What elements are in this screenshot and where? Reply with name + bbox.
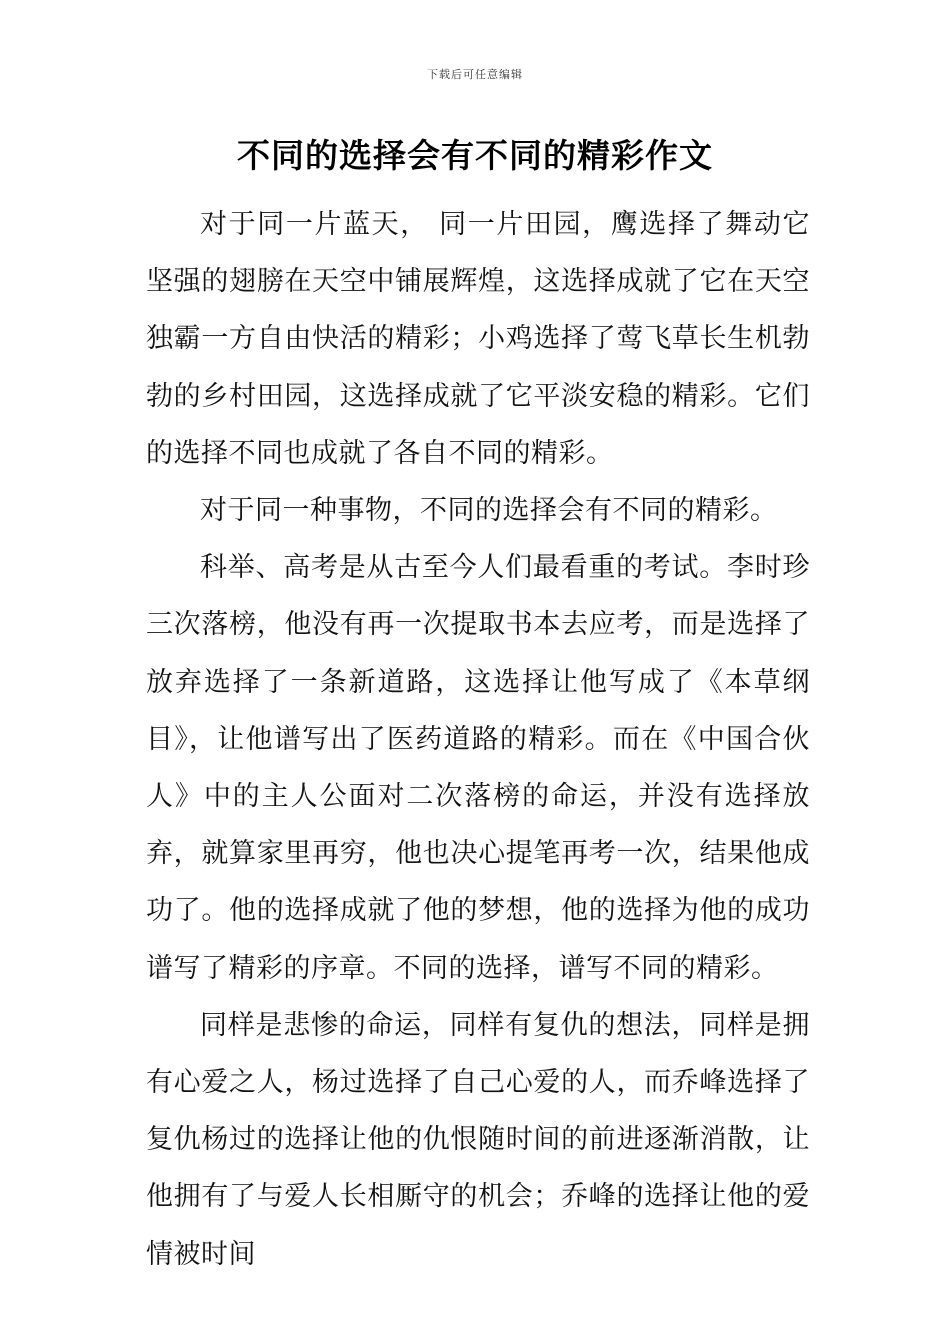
header-note: 下载后可任意编辑 bbox=[427, 68, 523, 81]
document-title: 不同的选择会有不同的精彩作文 bbox=[237, 136, 713, 175]
paragraph-4: 同样是悲惨的命运，同样有复仇的想法，同样是拥有心爱之人，杨过选择了自己心爱的人，而乔峰选择了复仇杨过的选择让他的仇恨随时间的前进逐渐消散，让他拥有了与爱人长相厮守的机会；乔峰的选择让他的爱情被时间 bbox=[146, 1009, 810, 1270]
paragraph-3: 科举、高考是从古至今人们最看重的考试。李时珍三次落榜，他没有再一次提取书本去应考，而是选择了放弃选择了一条新道路，这选择让他写成了《本草纲目》，让他谱写出了医药道路的精彩。而在《中国合伙人》中的主人公面对二次落榜的命运，并没有选择放弃，就算家里再穷，他也决心提笔再考一次，结果他成功了。他的选择成就了他的梦想，他的选择为他的成功谱写了精彩的序章。不同的选择，谱写不同的精彩。 bbox=[146, 552, 810, 984]
paragraph-1: 对于同一片蓝天， 同一片田园，鹰选择了舞动它坚强的翅膀在天空中铺展辉煌，这选择成就了它在天空独霸一方自由快活的精彩；小鸡选择了莺飞草长生机勃勃的乡村田园，这选择成就了它平淡安稳的精彩。它们的选择不同也成就了各自不同的精彩。 bbox=[146, 209, 810, 469]
body-text bbox=[146, 196, 810, 1283]
paragraph-2: 对于同一种事物，不同的选择会有不同的精彩。 bbox=[200, 495, 778, 527]
